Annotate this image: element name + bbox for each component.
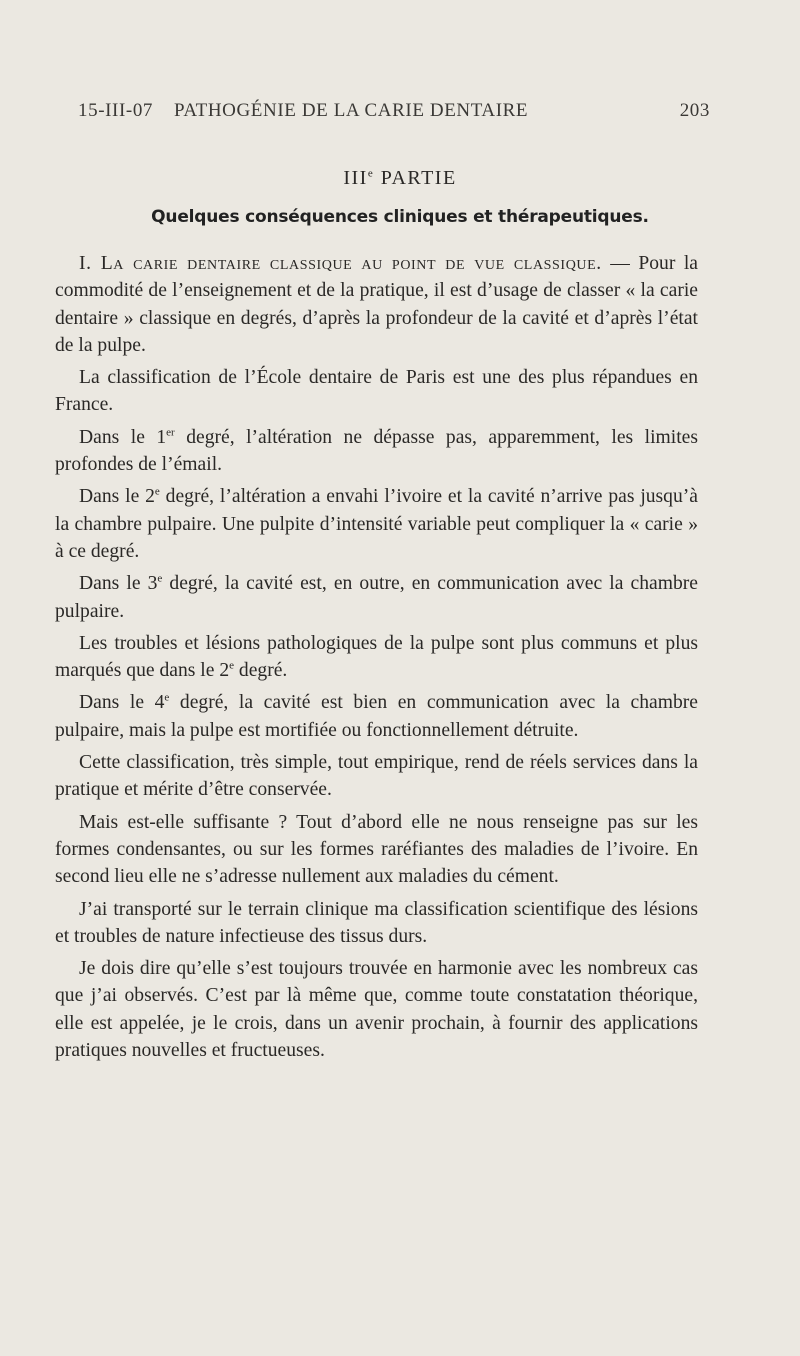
section-lead: I. La carie dentaire classique au point de vue classique. <box>79 253 602 274</box>
paragraph: La classification de l’École dentaire de Paris est une des plus répandues en France. <box>55 367 698 416</box>
paragraph <box>55 689 698 744</box>
paragraph-text: Dans le 4 <box>79 692 165 714</box>
ordinal-sup: er <box>166 426 175 439</box>
paragraph-text: Dans le 2 <box>79 486 155 508</box>
paragraph: Mais est-elle suffisante ? Tout d’abord elle ne nous renseigne pas sur les formes condensantes, ou sur les formes raréfiantes des maladies de l’ivoire. En second lieu elle ne s’adresse nullement aux maladies du cément. <box>55 811 698 888</box>
part-roman: III <box>343 167 368 189</box>
paragraph: Je dois dire qu’elle s’est toujours trouvée en harmonie avec les nombreux cas que j’ai observés. C’est par là même que, comme toute constatation théorique, elle est appelée, je le crois, dans un avenir prochain, à fournir des applications pratiques nouvelles et fructueuses. <box>55 958 698 1062</box>
paragraph-text: degré, la cavité est, en outre, en communication avec la chambre pulpaire. <box>55 573 698 622</box>
ordinal-sup: e <box>229 659 235 672</box>
paragraph-text: degré, l’altération a envahi l’ivoire et la cavité n’arrive pas jusqu’à la chambre pulpaire. Une pulpite d’intensité variable peut compliquer la « carie » à ce degré. <box>55 486 698 562</box>
paragraph <box>55 630 698 685</box>
header-date: 15-III-07 <box>78 100 154 121</box>
paragraph: Cette classification, très simple, tout empirique, rend de réels services dans la pratique et mérite d’être conservée. <box>55 752 698 801</box>
paragraph <box>55 570 698 625</box>
section-subtitle: Quelques conséquences cliniques et thérapeutiques. <box>151 207 649 227</box>
paragraph: J’ai transporté sur le terrain clinique ma classification scientifique des lésions et troubles de nature infectieuse des tissus durs. <box>55 898 698 947</box>
paragraph <box>55 483 698 565</box>
paragraph-text: degré, l’altération ne dépasse pas, apparemment, les limites profondes de l’émail. <box>55 426 698 476</box>
paragraph-text: Les troubles et lésions pathologiques de la pulpe sont plus communs et plus marqués que dans le 2 <box>55 632 698 682</box>
paragraph-text: Dans le 1 <box>79 426 167 448</box>
ordinal-sup: e <box>157 572 163 585</box>
paragraph-text: — Pour la commodité de l’enseignement et de la pratique, il est d’usage de classer « la carie dentaire » classique en degrés, d’après la profondeur de la cavité et d’après l’état de la pulpe. <box>55 253 698 356</box>
body-text <box>55 250 698 1069</box>
paragraph-text: Dans le 3 <box>79 573 158 595</box>
paragraph <box>55 250 698 359</box>
ordinal-sup: e <box>154 485 160 498</box>
page-number: 203 <box>679 100 710 121</box>
paragraph-text: degré. <box>234 660 288 682</box>
header-title: PATHOGÉNIE DE LA CARIE DENTAIRE <box>174 100 529 121</box>
part-roman-sup: e <box>367 167 375 180</box>
ordinal-sup: e <box>164 691 170 704</box>
paragraph <box>55 424 698 479</box>
paragraph-text: degré, la cavité est bien en communication avec la chambre pulpaire, mais la pulpe est mortifiée ou fonctionnellement détruite. <box>55 692 698 741</box>
part-heading <box>0 167 800 190</box>
part-word: PARTIE <box>380 167 457 189</box>
